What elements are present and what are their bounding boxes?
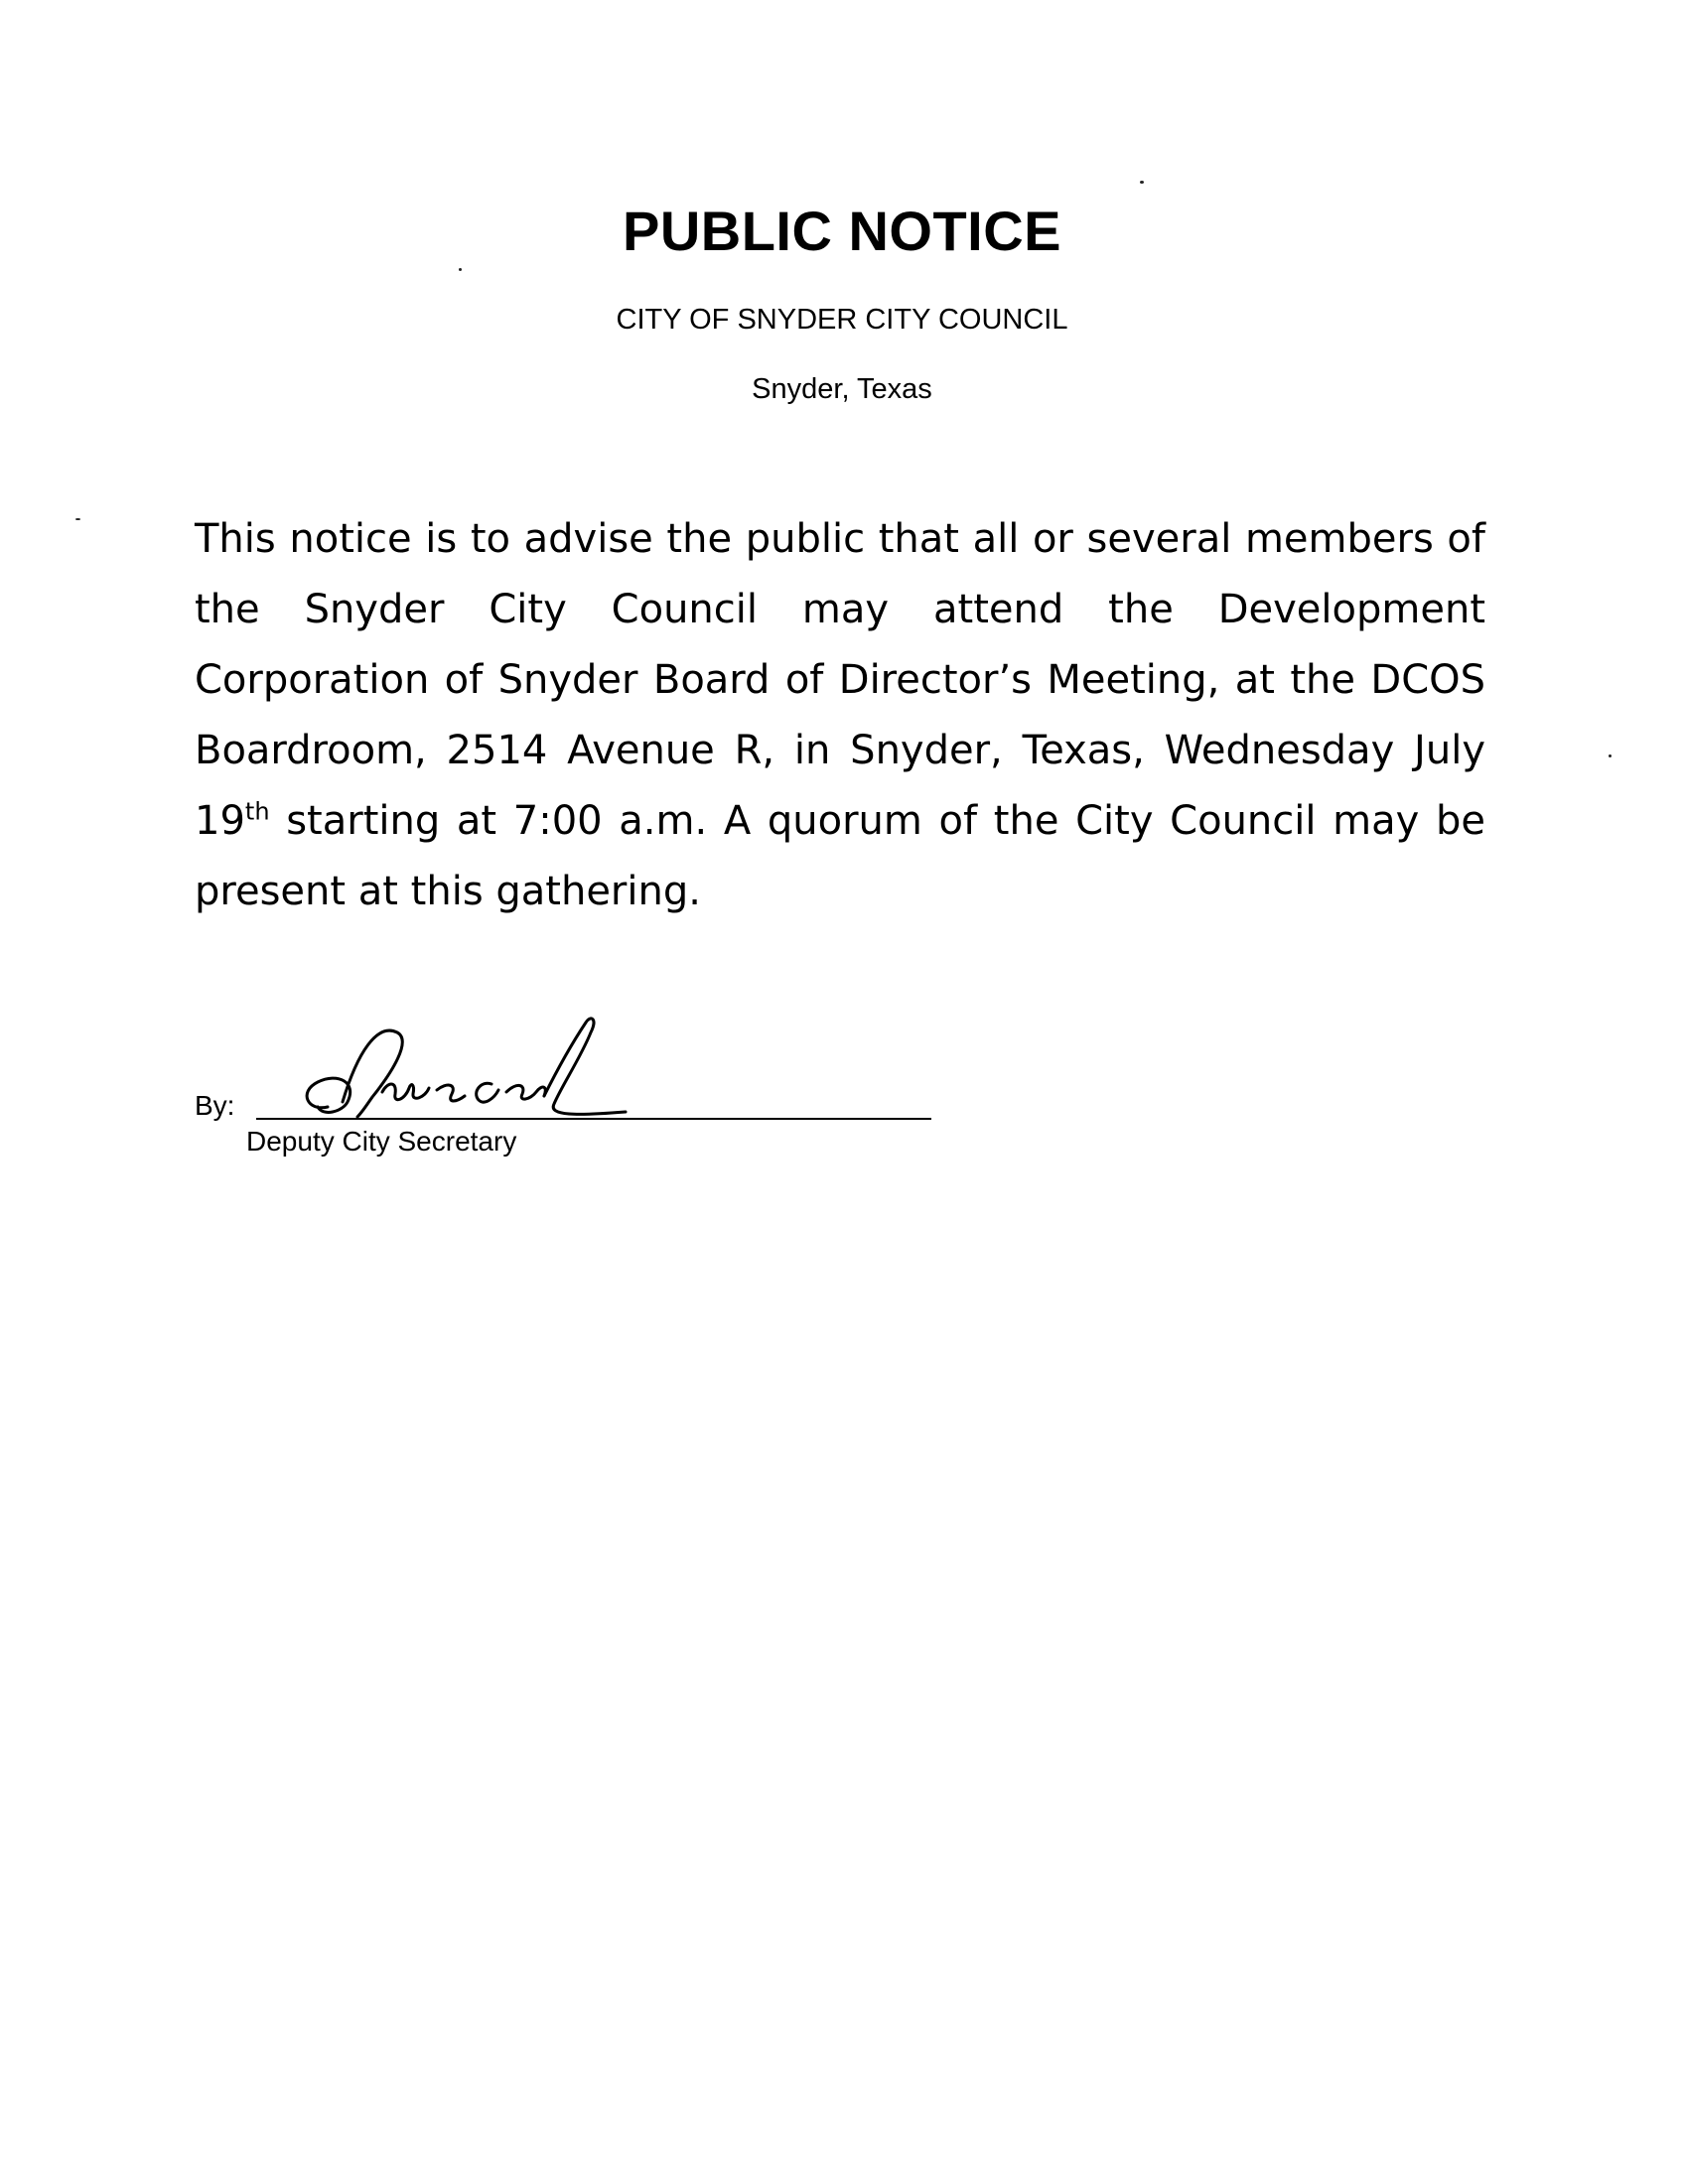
handwritten-signature bbox=[288, 1013, 685, 1132]
notice-body-text: This notice is to advise the public that all or several members of the Snyder City Council may attend the Development Corporation of Snyder Board of Director’s Meeting, at the DCOS Boardroom, 2514 Avenue R, in Snyder, Texas, Wednesday July 19 bbox=[195, 516, 1485, 844]
scan-speck bbox=[1140, 181, 1144, 184]
scan-speck bbox=[459, 268, 462, 271]
scan-speck bbox=[1609, 754, 1612, 757]
by-label: By: bbox=[195, 1090, 235, 1121]
notice-subtitle: CITY OF SNYDER CITY COUNCIL bbox=[616, 304, 1068, 336]
ordinal-suffix: th bbox=[244, 797, 270, 826]
signature-line bbox=[256, 1118, 931, 1120]
notice-body-text-continued: starting at 7:00 a.m. A quorum of the City Council may be present at this gathering. bbox=[195, 798, 1485, 914]
notice-location: Snyder, Texas bbox=[752, 373, 932, 405]
scan-speck bbox=[75, 518, 80, 520]
signer-title: Deputy City Secretary bbox=[246, 1126, 517, 1157]
notice-body bbox=[195, 504, 1485, 927]
notice-title: PUBLIC NOTICE bbox=[622, 200, 1062, 262]
